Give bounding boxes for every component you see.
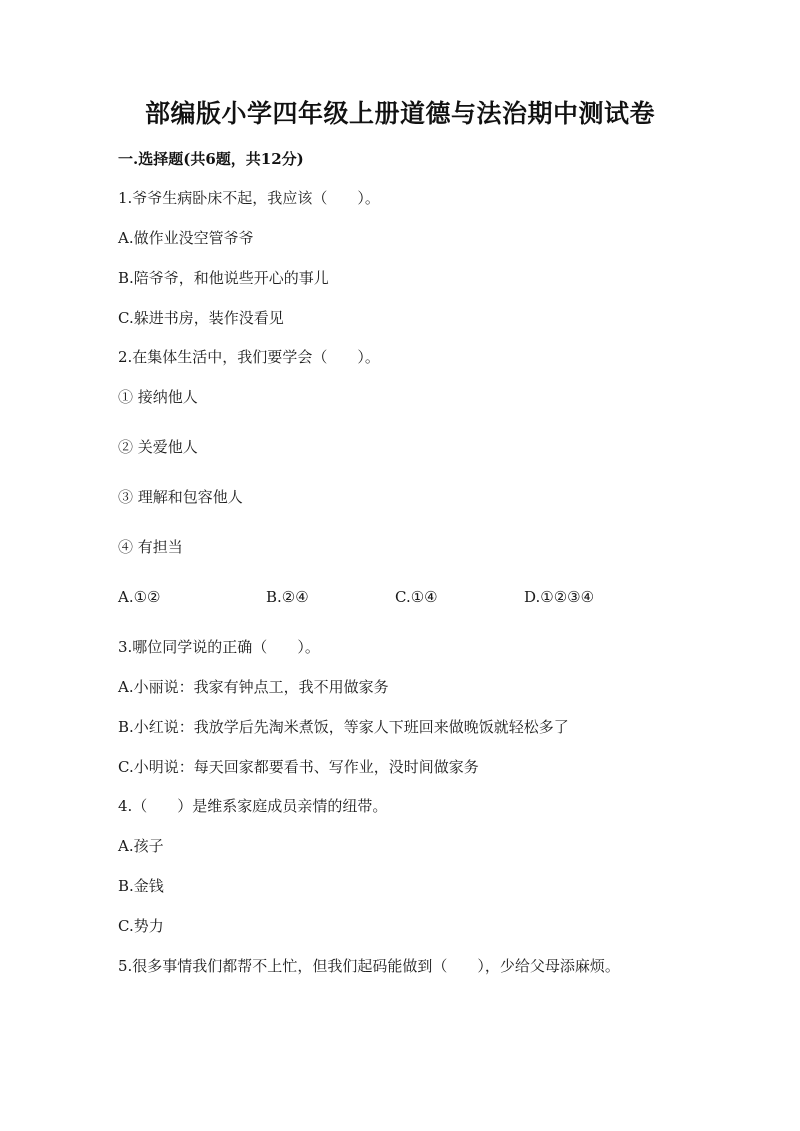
question-2-options [0,586,800,608]
question-2-option-d: D.①②③④ [524,588,595,606]
question-2-item-2: ② 关爱他人 [118,438,198,456]
page-title: 部编版小学四年级上册道德与法治期中测试卷 [144,99,655,128]
question-2-item-3: ③ 理解和包容他人 [118,488,243,506]
question-2-item-1: ① 接纳他人 [118,388,198,406]
question-1-option-c: C.躲进书房，装作没看见 [118,309,284,327]
question-4-option-a: A.孩子 [118,837,164,855]
section-heading: 一.选择题(共6题，共12分) [118,150,304,168]
question-3-option-b: B.小红说：我放学后先淘米煮饭，等家人下班回来做晚饭就轻松多了 [118,718,569,736]
question-3-option-c: C.小明说：每天回家都要看书、写作业，没时间做家务 [118,758,479,776]
question-3-stem: 3.哪位同学说的正确（ ）。 [118,638,320,656]
question-2-stem: 2.在集体生活中，我们要学会（ ）。 [118,348,380,366]
question-2-item-4: ④ 有担当 [118,538,183,556]
question-1-option-a: A.做作业没空管爷爷 [118,229,254,247]
question-2-option-b: B.②④ [266,588,309,606]
question-2-option-a: A.①② [118,588,161,606]
question-1-stem: 1.爷爷生病卧床不起，我应该（ ）。 [118,189,380,207]
question-3-option-a: A.小丽说：我家有钟点工，我不用做家务 [118,678,389,696]
question-4-option-c: C.势力 [118,917,164,935]
question-4-stem: 4.（ ）是维系家庭成员亲情的纽带。 [118,797,388,815]
question-1-option-b: B.陪爷爷，和他说些开心的事儿 [118,269,329,287]
question-4-option-b: B.金钱 [118,877,164,895]
question-5-stem: 5.很多事情我们都帮不上忙，但我们起码能做到（ ），少给父母添麻烦。 [118,957,620,975]
question-2-option-c: C.①④ [395,588,438,606]
